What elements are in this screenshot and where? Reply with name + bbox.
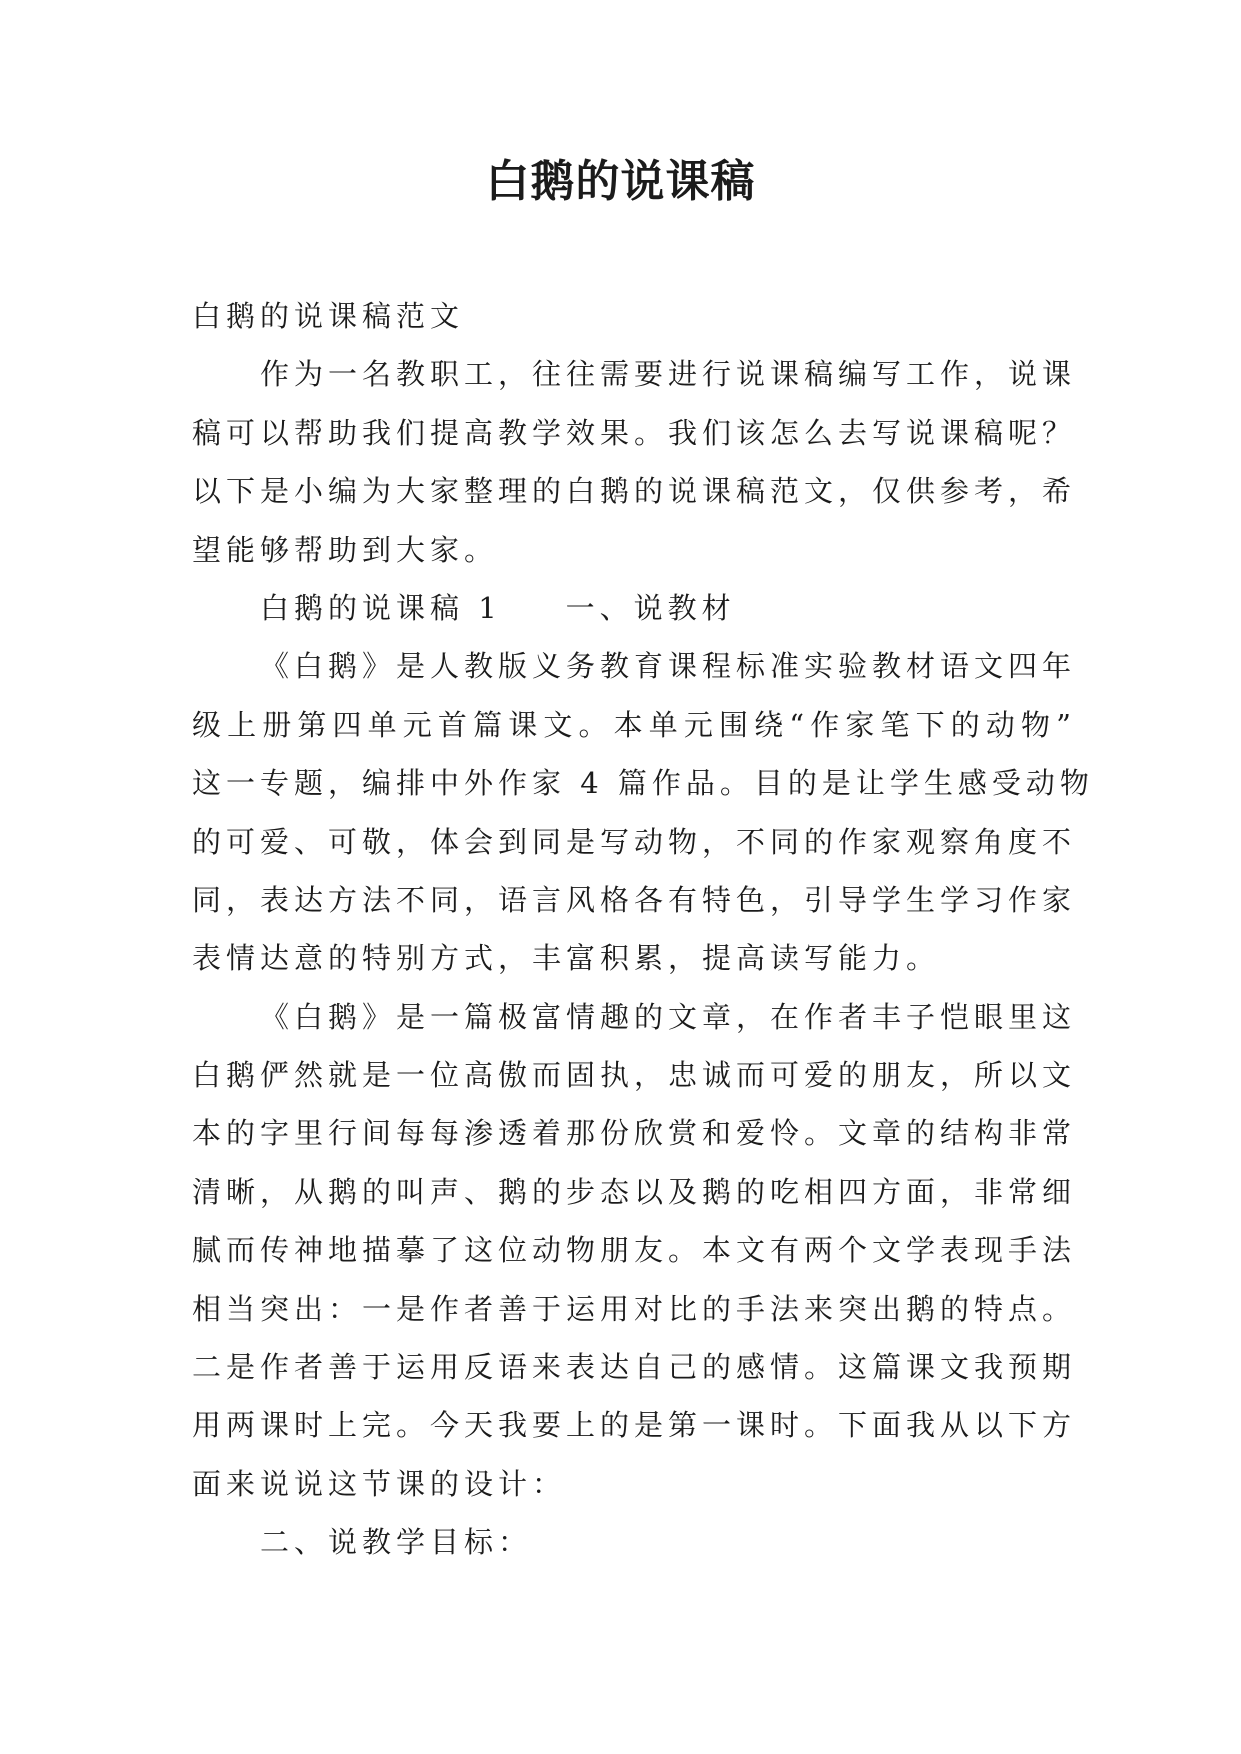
- paragraph-text-analysis: [192, 988, 1076, 1514]
- paragraph-line: 以下是小编为大家整理的白鹅的说课稿范文，仅供参考，希: [192, 474, 1077, 509]
- paragraph-intro: [192, 345, 1076, 579]
- paragraph-line: 《白鹅》是一篇极富情趣的文章，在作者丰子恺眼里这: [260, 999, 1077, 1034]
- section-heading-teaching-goals: 二、说教学目标：: [260, 1525, 533, 1560]
- paragraph-line: 《白鹅》是人教版义务教育课程标准实验教材语文四年: [260, 649, 1077, 684]
- paragraph-line: 同，表达方法不同，语言风格各有特色，引导学生学习作家: [192, 882, 1077, 917]
- document-body: [192, 287, 1094, 1572]
- paragraph-line: 相当突出：一是作者善于运用对比的手法来突出鹅的特点。: [192, 1291, 1077, 1326]
- paragraph-line: 的可爱、可敬，体会到同是写动物，不同的作家观察角度不: [192, 824, 1077, 859]
- section-label: 白鹅的说课稿 1: [260, 590, 502, 625]
- paragraph-line: 这一专题，编排中外作家 4 篇作品。目的是让学生感受动物: [192, 766, 1094, 801]
- paragraph-line: 级上册第四单元首篇课文。本单元围绕“作家笔下的动物”: [192, 707, 1076, 742]
- paragraph-line: 腻而传神地描摹了这位动物朋友。本文有两个文学表现手法: [192, 1233, 1077, 1268]
- section-heading-teaching-material: 一、说教材: [565, 590, 736, 625]
- paragraph-line: 本的字里行间每每渗透着那份欣赏和爱怜。文章的结构非常: [192, 1116, 1077, 1151]
- paragraph-line: 表情达意的特别方式，丰富积累，提高读写能力。: [192, 941, 941, 976]
- paragraph-line: 稿可以帮助我们提高教学效果。我们该怎么去写说课稿呢？: [192, 415, 1077, 450]
- paragraph-line: 用两课时上完。今天我要上的是第一课时。下面我从以下方: [192, 1408, 1077, 1443]
- paragraph-teaching-material: [192, 637, 1094, 987]
- paragraph-line: 清晰，从鹅的叫声、鹅的步态以及鹅的吃相四方面，非常细: [192, 1174, 1077, 1209]
- section-line: [192, 579, 1076, 637]
- intro-heading: 白鹅的说课稿范文: [192, 299, 465, 333]
- paragraph-line: 二是作者善于运用反语来表达自己的感情。这篇课文我预期: [192, 1350, 1077, 1385]
- document-title: 白鹅的说课稿: [485, 156, 756, 207]
- paragraph-line: 望能够帮助到大家。: [192, 532, 499, 567]
- paragraph-line: 作为一名教职工，往往需要进行说课稿编写工作，说课: [260, 357, 1077, 392]
- paragraph-line: 面来说说这节课的设计：: [192, 1466, 567, 1501]
- paragraph-line: 白鹅俨然就是一位高傲而固执，忠诚而可爱的朋友，所以文: [192, 1058, 1077, 1093]
